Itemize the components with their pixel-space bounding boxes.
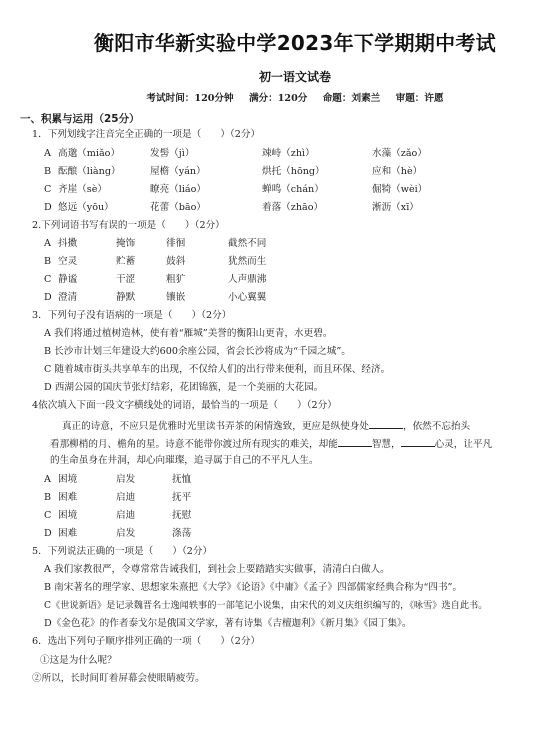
option-cell: 粗犷: [166, 274, 186, 285]
option-cell: 抚平: [172, 492, 192, 503]
option-cell: 烘托（hōng）: [262, 166, 325, 177]
option-cell: 空灵: [58, 256, 78, 267]
option-cell: 截然不同: [228, 238, 267, 249]
option-cell: 淅沥（xī）: [372, 202, 419, 213]
option-letter: C: [44, 184, 52, 195]
exam-title: 衡阳市华新实验中学2023年下学期期中考试: [94, 31, 496, 55]
question-5-option: A 我们家教很严，令尊常常告诫我们，到社会上要踏踏实实做事，清清白白做人。: [44, 564, 390, 575]
exam-subtitle: 初一语文试卷: [258, 70, 331, 84]
option-cell: 竦峙（zhì）: [262, 148, 315, 159]
option-cell: 鼓斜: [166, 256, 186, 267]
option-cell: 静默: [116, 292, 136, 303]
option-letter: A: [44, 474, 51, 485]
option-cell: 干涩: [116, 274, 136, 285]
option-cell: 小心翼翼: [228, 292, 267, 303]
passage-text: 智慧，: [371, 439, 401, 450]
exam-setter: 命题：刘素兰: [322, 93, 381, 104]
question-4-passage-line: [50, 437, 492, 451]
option-letter: C: [44, 510, 52, 521]
passage-text: 看那柳梢的月、檐角的星。诗意不能带你渡过所有现实的难关，却能: [50, 439, 338, 450]
option-cell: 酝酿（liàng）: [58, 166, 121, 177]
option-cell: 困难: [58, 492, 78, 503]
option-letter: B: [44, 166, 52, 177]
option-cell: 抚恤: [172, 474, 192, 485]
question-4-passage-line: [62, 419, 470, 433]
option-cell: 启发: [116, 474, 136, 485]
option-cell: 镶嵌: [166, 292, 186, 303]
option-cell: 抚慰: [172, 510, 192, 521]
option-letter: C: [44, 274, 52, 285]
question-5-option: B 南宋著名的理学家、思想家朱熹把《大学》《论语》《中庸》《孟子》四部儒家经典合称为“四书”。: [44, 582, 463, 593]
option-cell: 启迪: [116, 492, 136, 503]
exam-full-score: 满分：120分: [248, 93, 308, 104]
option-letter: D: [44, 528, 52, 539]
question-1-stem: 1．下列划线字注音完全正确的一项是（ ）（2分）: [32, 129, 261, 140]
option-cell: 静谧: [58, 274, 78, 285]
exam-info-line: [60, 93, 530, 105]
question-2-stem: 2.下列词语书写有误的一项是（ ）（2分）: [32, 220, 225, 231]
question-6-item: ①这是为什么呢？: [40, 655, 117, 666]
option-cell: 掩饰: [116, 238, 136, 249]
question-5-stem: 5．下列说法正确的一项是（ ）（2分）: [32, 546, 213, 557]
question-6-item: ②所以，长时间盯着屏幕会使眼睛疲劳。: [32, 673, 205, 684]
option-cell: 悠远（yōu）: [58, 202, 114, 213]
question-3-option: B 长沙市计划三年建设大约600余座公园，省会长沙将成为“千园之城”。: [44, 346, 351, 357]
option-letter: B: [44, 256, 52, 267]
option-letter: D: [44, 202, 52, 213]
option-cell: 瞭亮（liáo）: [150, 184, 207, 195]
exam-time: 考试时间：120分钟: [146, 93, 234, 104]
exam-reviewer: 审题：许愿: [395, 93, 444, 104]
option-letter: A: [44, 148, 51, 159]
option-cell: 困难: [58, 528, 78, 539]
question-3-option: D 西湖公园的国庆节张灯结彩，花团锦簇，是一个美丽的大花园。: [44, 382, 324, 393]
fill-blank[interactable]: [401, 437, 435, 447]
option-cell: 应和（hè）: [372, 166, 423, 177]
question-3-stem: 3．下列句子没有语病的一项是（ ）（2分）: [32, 310, 232, 321]
option-cell: 屋檐（yán）: [150, 166, 206, 177]
option-cell: 花蕾（bāo）: [150, 202, 207, 213]
option-cell: 困境: [58, 510, 78, 521]
fill-blank[interactable]: [369, 419, 403, 429]
option-cell: 抖擞: [58, 238, 78, 249]
section-heading: 一、积累与运用（25分）: [20, 113, 140, 125]
option-cell: 蝉鸣（chán）: [262, 184, 324, 195]
option-cell: 犹然而生: [228, 256, 267, 267]
question-6-stem: 6．选出下列句子顺序排列正确的一项（ ）（2分）: [32, 636, 261, 647]
question-5-option: C《世说新语》是记录魏晋名士逸闻轶事的一部笔记小说集，由宋代的刘义庆组织编写的，《咏雪》选自此书。: [44, 600, 488, 611]
question-4-passage-line: 的生命虽身在井洞，却心向璀璨，追寻属于自己的不平凡人生。: [50, 455, 319, 466]
option-cell: 启迪: [116, 510, 136, 521]
option-cell: 倔犄（wèi）: [372, 184, 428, 195]
option-letter: D: [44, 292, 52, 303]
option-cell: 齐崖（sè）: [58, 184, 107, 195]
question-5-option: D《金色花》的作者泰戈尔是俄国文学家，著有诗集《吉檀迦利》《新月集》《园丁集》。: [44, 618, 412, 629]
option-cell: 高邈（miǎo）: [58, 148, 121, 159]
option-cell: 人声鼎沸: [228, 274, 267, 285]
option-letter: A: [44, 238, 51, 249]
passage-text: ，依然不忘抬头: [403, 421, 471, 432]
passage-text: 心灵，让平凡: [434, 439, 493, 450]
question-4-stem: 4依次填入下面一段文字横线处的词语，最恰当的一项是（ ）（2分）: [32, 400, 337, 411]
question-3-option: C 随着城市街头共享单车的出现，不仅给人们的出行带来便利，而且环保、经济。: [44, 364, 391, 375]
option-letter: B: [44, 492, 52, 503]
passage-text: 真正的诗意，不应只是优雅时光里读书弄茶的闲情逸致，更应是纵使身处: [62, 421, 369, 432]
fill-blank[interactable]: [338, 437, 372, 447]
option-cell: 困境: [58, 474, 78, 485]
option-cell: 着落（zhāo）: [262, 202, 324, 213]
question-3-option: A 我们将通过植树造林，使有着“雁城”美誉的衡阳山更青，水更碧。: [44, 328, 333, 339]
option-cell: 贮蓄: [116, 256, 136, 267]
option-cell: 启发: [116, 528, 136, 539]
option-cell: 徘徊: [166, 238, 186, 249]
option-cell: 水藻（zǎo）: [372, 148, 427, 159]
option-cell: 涤荡: [172, 528, 192, 539]
option-cell: 发髻（jì）: [150, 148, 195, 159]
option-cell: 澄清: [58, 292, 78, 303]
